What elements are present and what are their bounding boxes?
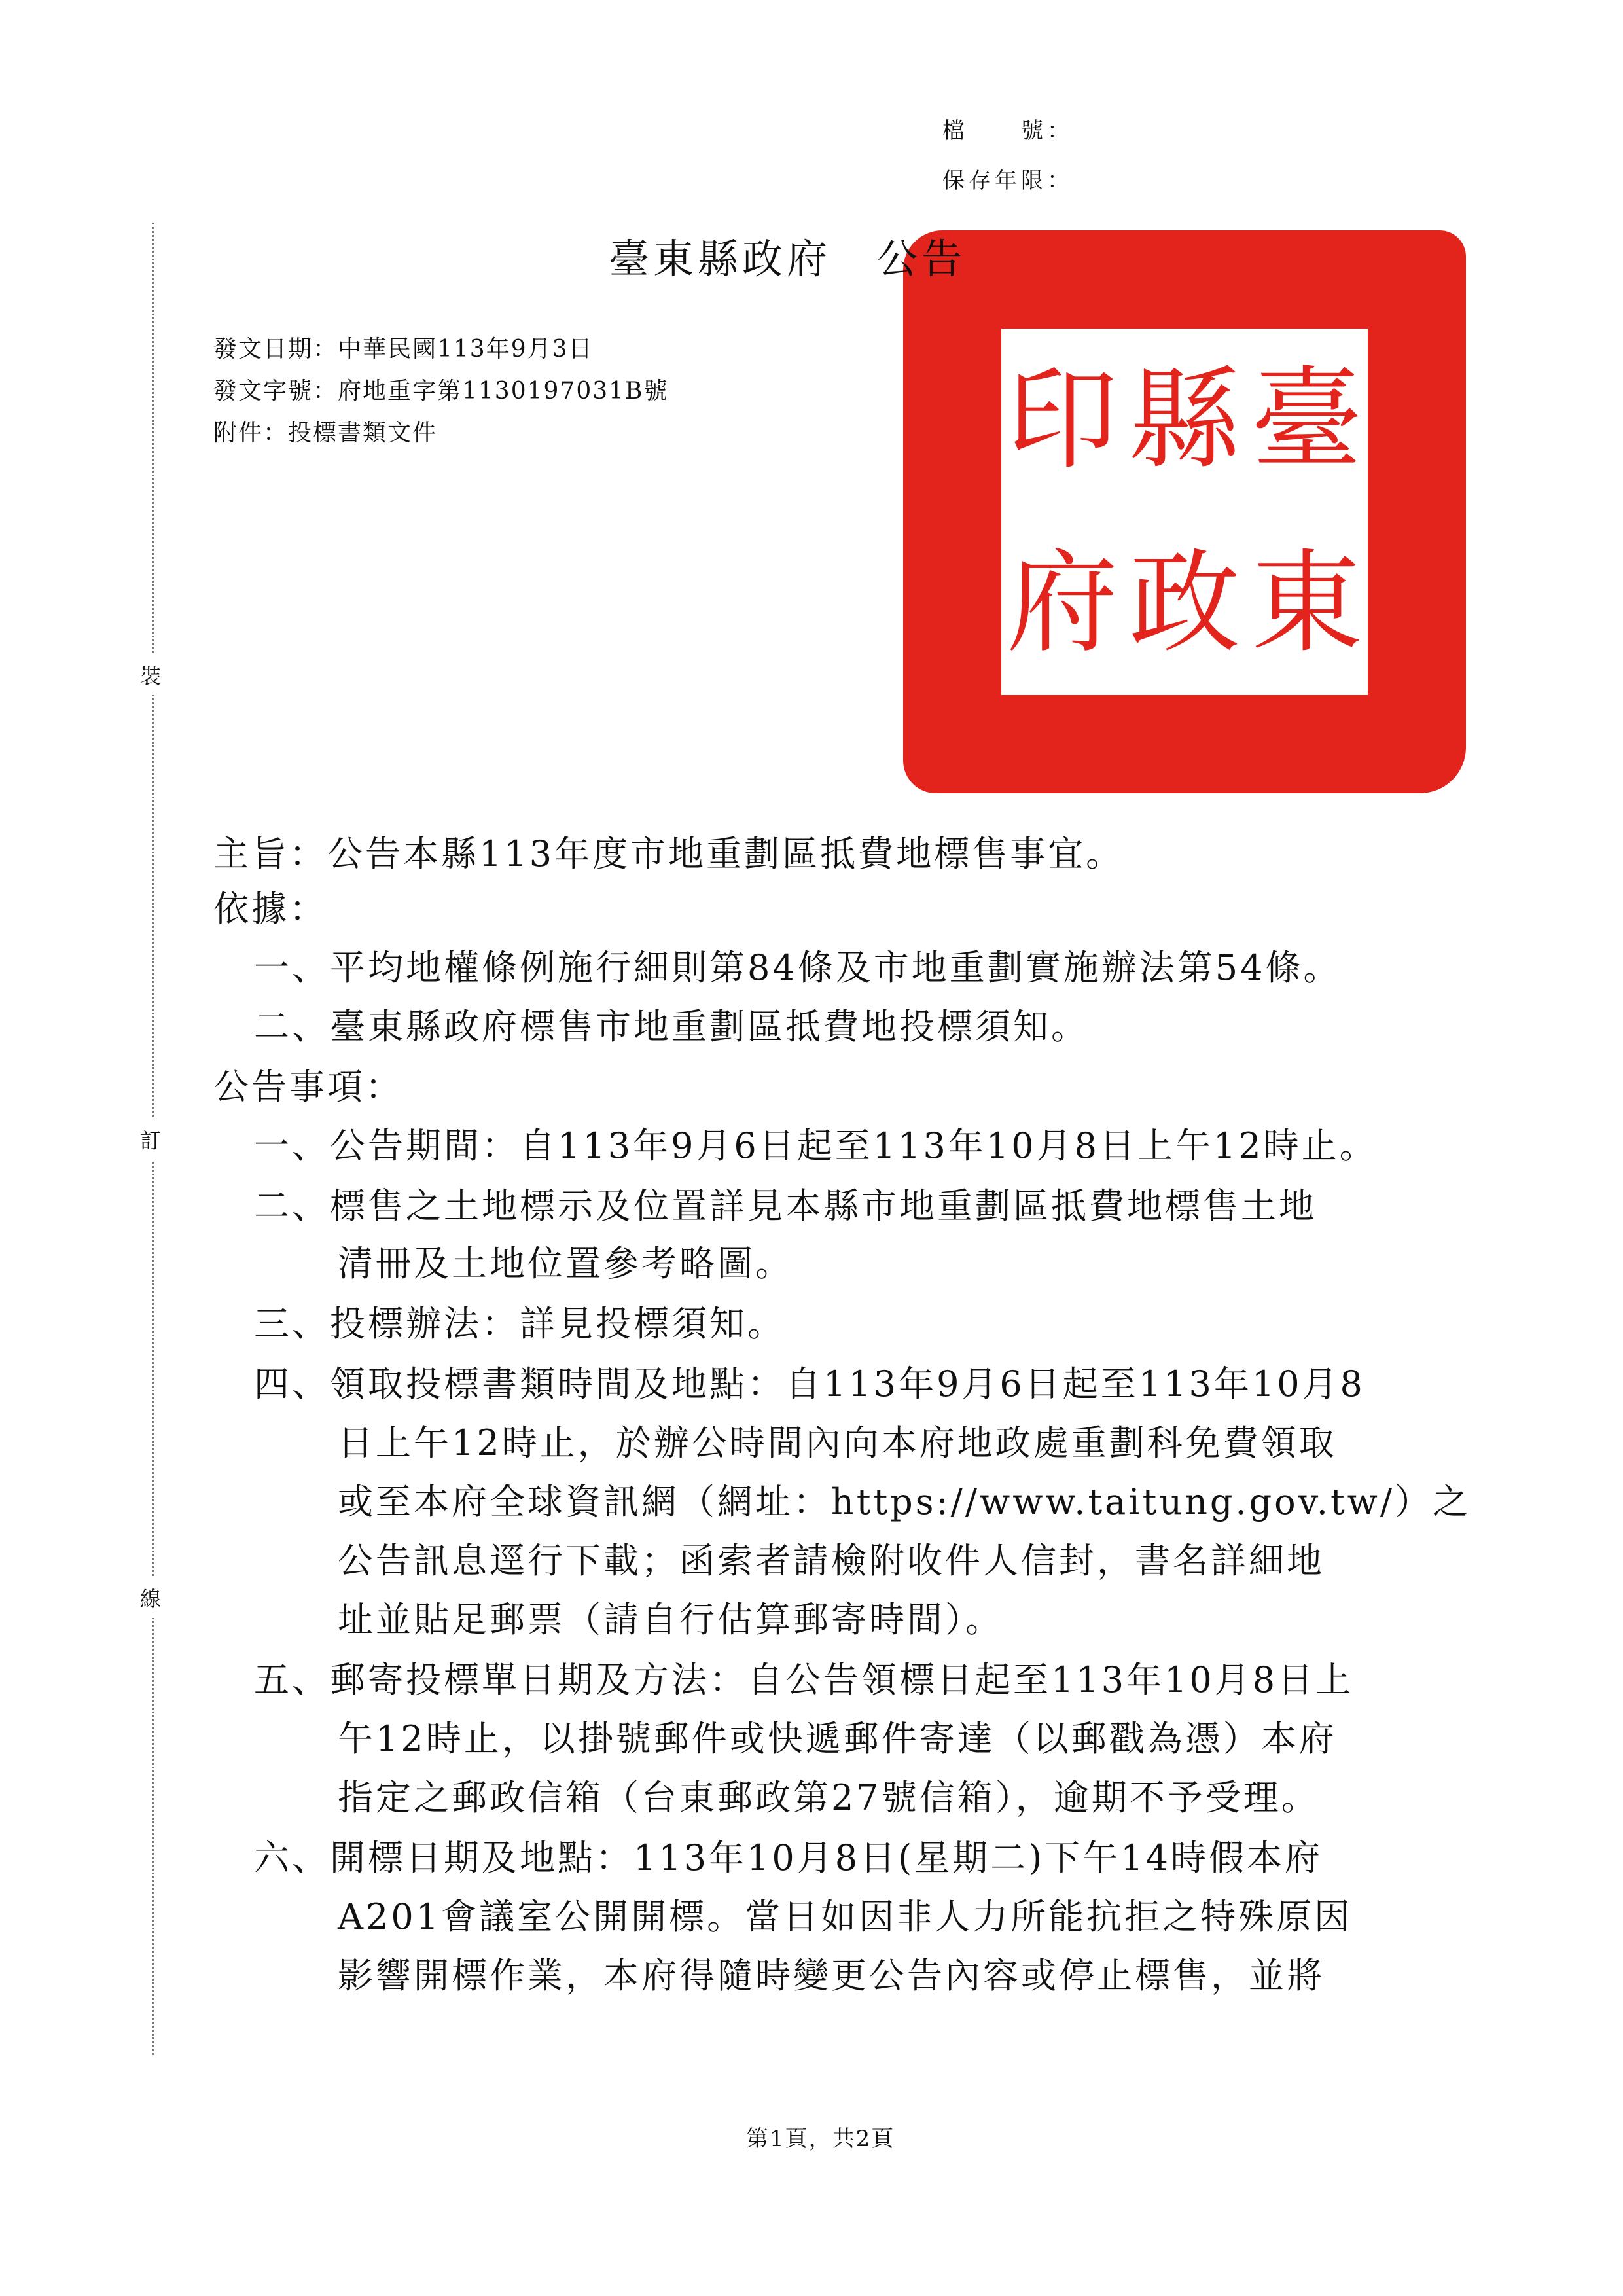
basis-item-1: 一、平均地權條例施行細則第84條及市地重劃實施辦法第54條。 (254, 947, 1342, 988)
notice-item-1: 一、公告期間：自113年9月6日起至113年10月8日上午12時止。 (254, 1125, 1378, 1166)
notice-item-6-cont: 影響開標作業，本府得隨時變更公告內容或停止標售，並將 (338, 1955, 1325, 1996)
seal-char: 臺 (1251, 355, 1363, 485)
notice-item-4-cont: 日上午12時止，於辦公時間內向本府地政處重劃科免費領取 (338, 1422, 1337, 1463)
notice-item-5-cont: 午12時止，以掛號郵件或快遞郵件寄達（以郵戳為憑）本府 (338, 1718, 1337, 1759)
official-seal (903, 230, 1466, 793)
file-number-label: 檔 號： (942, 118, 1073, 144)
binding-mark-ding: 訂 (140, 1119, 161, 1160)
seal-char: 縣 (1128, 355, 1240, 485)
seal-char: 東 (1251, 539, 1363, 668)
seal-char: 政 (1128, 539, 1240, 668)
page-title (609, 226, 966, 285)
notice-item-6-cont: A201會議室公開開標。當日如因非人力所能抗拒之特殊原因 (338, 1896, 1353, 1937)
basis-item-2: 二、臺東縣政府標售市地重劃區抵費地投標須知。 (254, 1006, 1089, 1047)
title-doc-type: 公告 (877, 235, 967, 283)
notice-item-5: 五、郵寄投標單日期及方法：自公告領標日起至113年10月8日上 (254, 1659, 1354, 1700)
page-number: 第1頁，共2頁 (746, 2126, 895, 2152)
notice-item-4-cont: 或至本府全球資訊網（網址：https://www.taitung.gov.tw/）之 (338, 1481, 1471, 1522)
notice-item-4-cont: 址並貼足郵票（請自行估算郵寄時間）。 (338, 1599, 1003, 1640)
notice-heading: 公告事項： (213, 1066, 403, 1107)
seal-char: 府 (1007, 539, 1118, 668)
retention-label: 保存年限： (942, 168, 1073, 194)
subject-line: 主旨：公告本縣113年度市地重劃區抵費地標售事宜。 (213, 833, 1124, 874)
title-agency: 臺東縣政府 (609, 235, 832, 283)
notice-item-4-cont: 公告訊息逕行下載；函索者請檢附收件人信封，書名詳細地 (338, 1540, 1325, 1581)
binding-mark-zhuang: 裝 (140, 655, 161, 695)
seal-char: 印 (1007, 355, 1118, 485)
binding-mark-xian: 線 (140, 1577, 161, 1618)
basis-heading: 依據： (213, 888, 327, 929)
notice-item-3: 三、投標辦法：詳見投標須知。 (254, 1303, 785, 1344)
notice-item-6: 六、開標日期及地點：113年10月8日(星期二)下午14時假本府 (254, 1837, 1323, 1878)
notice-item-5-cont: 指定之郵政信箱（台東郵政第27號信箱），逾期不予受理。 (338, 1777, 1319, 1818)
document-number: 發文字號：府地重字第1130197031B號 (213, 378, 669, 404)
notice-item-2-cont: 清冊及土地位置參考略圖。 (338, 1243, 793, 1284)
attachment: 附件：投標書類文件 (213, 420, 438, 446)
issue-date: 發文日期：中華民國113年9月3日 (213, 336, 594, 363)
notice-item-2: 二、標售之土地標示及位置詳見本縣市地重劃區抵費地標售土地 (254, 1185, 1317, 1227)
notice-item-4: 四、領取投標書類時間及地點：自113年9月6日起至113年10月8 (254, 1363, 1365, 1405)
